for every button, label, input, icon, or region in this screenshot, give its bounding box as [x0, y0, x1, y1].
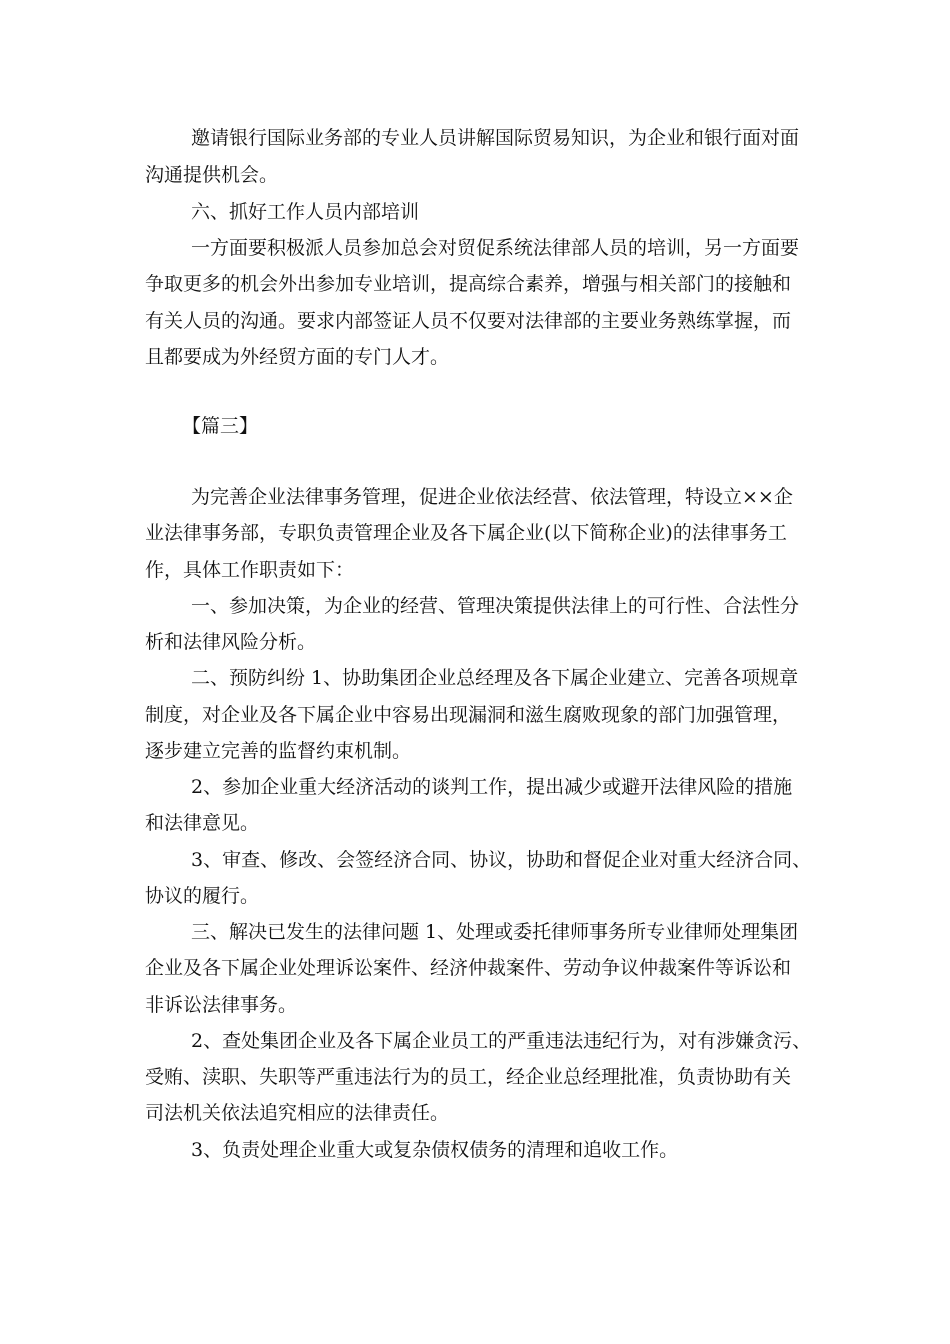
- paragraph-line: 3、审查、修改、会签经济合同、协议，协助和督促企业对重大经济合同、: [191, 849, 812, 871]
- paragraph-line: 为完善企业法律事务管理，促进企业依法经营、依法管理，特设立××企: [191, 486, 793, 508]
- paragraph-line: 有关人员的沟通。要求内部签证人员不仅要对法律部的主要业务熟练掌握，而: [145, 310, 792, 332]
- paragraph-line: 析和法律风险分析。: [145, 631, 317, 653]
- paragraph-line: 企业及各下属企业处理诉讼案件、经济仲裁案件、劳动争议仲裁案件等诉讼和: [145, 957, 792, 979]
- section-heading: 六、抓好工作人员内部培训: [191, 201, 420, 223]
- paragraph-line: 2、参加企业重大经济活动的谈判工作，提出减少或避开法律风险的措施: [191, 776, 793, 798]
- paragraph-line: 作，具体工作职责如下：: [145, 559, 355, 581]
- paragraph-line: 受贿、渎职、失职等严重违法行为的员工，经企业总经理批准，负责协助有关: [145, 1066, 792, 1088]
- paragraph-line: 逐步建立完善的监督约束机制。: [145, 740, 412, 762]
- paragraph-line: 和法律意见。: [145, 812, 260, 834]
- paragraph-line: 邀请银行国际业务部的专业人员讲解国际贸易知识，为企业和银行面对面: [191, 127, 800, 149]
- paragraph-line: 争取更多的机会外出参加专业培训，提高综合素养，增强与相关部门的接触和: [145, 273, 792, 295]
- paragraph-line: 3、负责处理企业重大或复杂债权债务的清理和追收工作。: [191, 1139, 679, 1161]
- paragraph-line: 二、预防纠纷 1、协助集团企业总经理及各下属企业建立、完善各项规章: [191, 667, 799, 689]
- paragraph-line: 一、参加决策，为企业的经营、管理决策提供法律上的可行性、合法性分: [191, 595, 800, 617]
- paragraph-line: 三、解决已发生的法律问题 1、处理或委托律师事务所专业律师处理集团: [191, 921, 799, 943]
- paragraph-line: 非诉讼法律事务。: [145, 994, 298, 1016]
- paragraph-line: 且都要成为外经贸方面的专门人才。: [145, 346, 450, 368]
- paragraph-line: 业法律事务部，专职负责管理企业及各下属企业(以下简称企业)的法律事务工: [145, 522, 787, 544]
- paragraph-line: 2、查处集团企业及各下属企业员工的严重违法违纪行为，对有涉嫌贪污、: [191, 1030, 812, 1052]
- paragraph-line: 一方面要积极派人员参加总会对贸促系统法律部人员的培训，另一方面要: [191, 237, 800, 259]
- chapter-heading: 【篇三】: [182, 415, 259, 437]
- paragraph-line: 协议的履行。: [145, 885, 260, 907]
- paragraph-line: 司法机关依法追究相应的法律责任。: [145, 1102, 450, 1124]
- paragraph-line: 沟通提供机会。: [145, 164, 279, 186]
- paragraph-line: 制度，对企业及各下属企业中容易出现漏洞和滋生腐败现象的部门加强管理，: [145, 704, 792, 726]
